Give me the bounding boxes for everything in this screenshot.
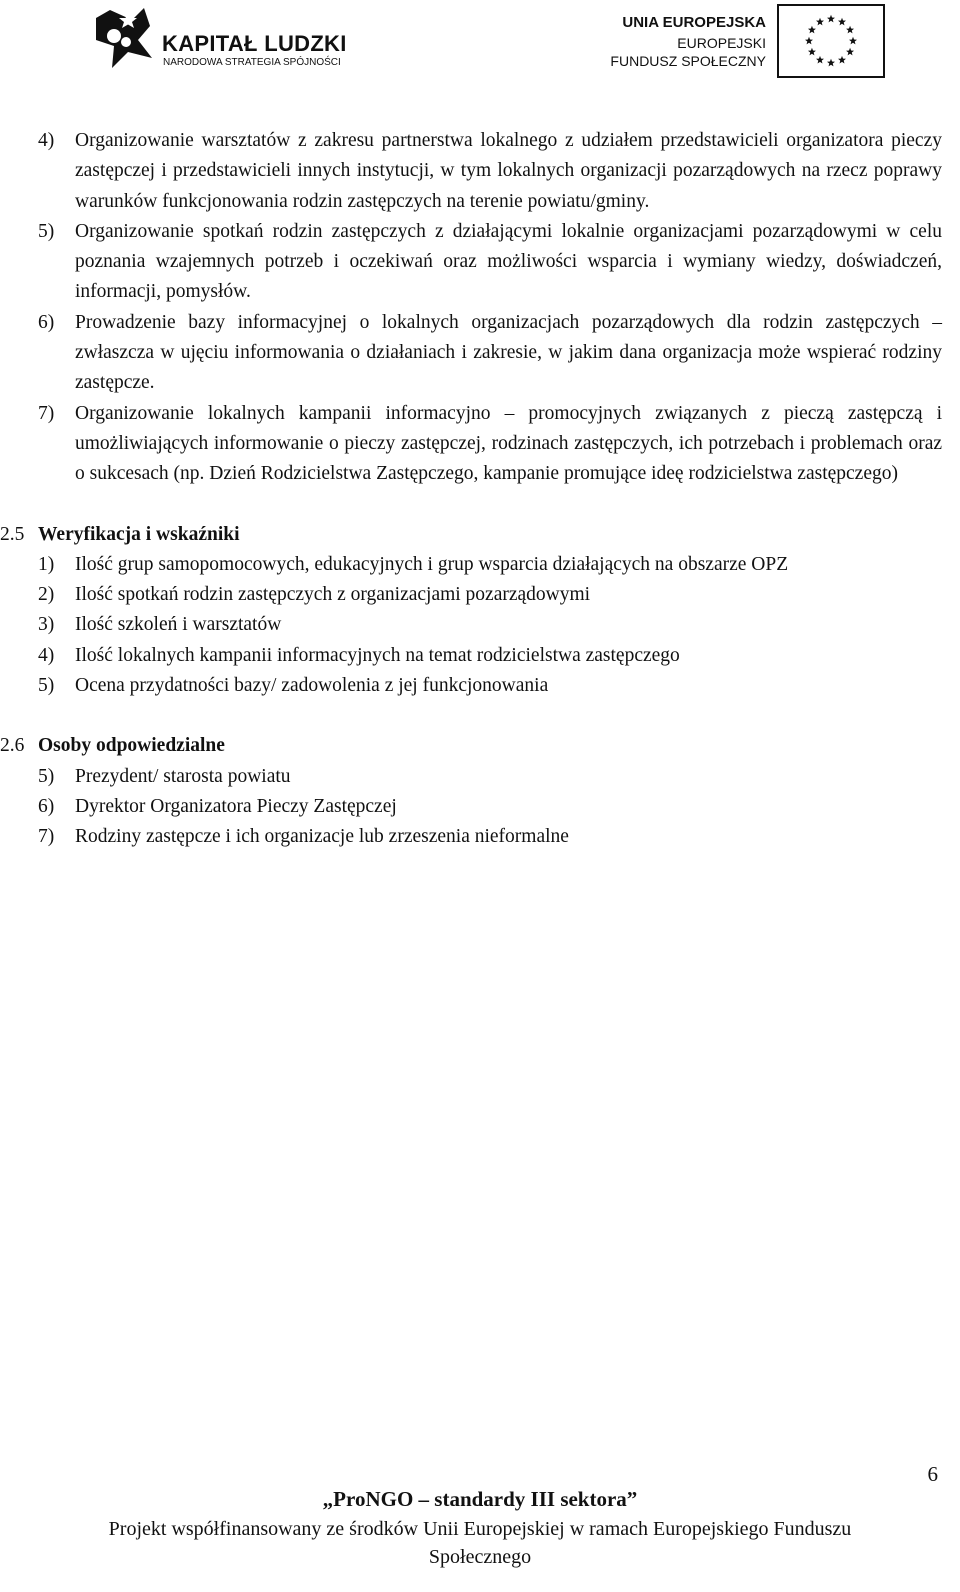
list-item [38, 610, 942, 640]
indicator-list [38, 550, 942, 701]
eu-star-icon [838, 18, 846, 26]
list-item-number: 5) [38, 675, 55, 697]
eu-star-icon [816, 56, 824, 64]
list-item-text: Organizowanie lokalnych kampanii informacyjno – promocyjnych związanych z pieczą zastępczą i umożliwiających informowanie o pieczy zastępczej, rodzinach zastępczych, ich potrzebach i problemach oraz o sukcesach (np. Dzień Rodzicielstwa Zastępczego, kampanie promujące ideę rodzicielstwa zastępczego) [75, 402, 942, 485]
list-item-number: 7) [38, 826, 55, 848]
document-body [0, 126, 942, 853]
logo-name: KAPITAŁ LUDZKI [162, 31, 347, 56]
eu-star-icon [808, 26, 816, 34]
list-item-text: Ocena przydatności bazy/ zadowolenia z jej funkcjonowania [75, 675, 549, 697]
kapital-ludzki-logo [92, 6, 362, 72]
list-item-text: Rodziny zastępcze i ich organizacje lub zrzeszenia nieformalne [75, 826, 569, 848]
list-item-text: Ilość szkoleń i warsztatów [75, 614, 282, 636]
responsible-list [38, 762, 942, 853]
eu-star-icon [846, 26, 854, 34]
list-item [38, 762, 942, 792]
footer-line-1: Projekt współfinansowany ze środków Unii Europejskiej w ramach Europejskiego Funduszu [108, 1518, 852, 1540]
list-item [38, 217, 942, 308]
list-item-number: 5) [38, 765, 55, 787]
list-item-text: Prezydent/ starosta powiatu [75, 765, 291, 787]
list-item-number: 7) [38, 402, 55, 424]
section-verification [0, 520, 942, 702]
eu-star-icon [816, 18, 824, 26]
section-number: 2.6 [0, 735, 25, 757]
section-number: 2.5 [0, 523, 25, 545]
list-item-number: 6) [38, 795, 55, 817]
eu-logo-line1: UNIA EUROPEJSKA [622, 14, 766, 31]
eu-star-icon [846, 48, 854, 56]
list-item [38, 580, 942, 610]
eu-star-icon [808, 48, 816, 56]
eu-star-icon [849, 37, 857, 45]
logo-subtitle: NARODOWA STRATEGIA SPÓJNOŚCI [163, 57, 341, 68]
list-item-text: Organizowanie warsztatów z zakresu partnerstwa lokalnego z udziałem przedstawicieli organizatora pieczy zastępczej i przedstawicieli innych instytucji, w tym lokalnych organizacji pozarządowych na rzecz poprawy warunków funkcjonowania rodzin zastępczych na terenie powiatu/gminy. [75, 130, 942, 212]
section-title: Osoby odpowiedzialne [38, 735, 225, 757]
eu-star-icon [827, 15, 835, 23]
eu-logo-line3: FUNDUSZ SPOŁECZNY [610, 53, 766, 69]
list-item-number: 2) [38, 584, 55, 606]
eu-star-icon [805, 37, 813, 45]
list-item-number: 1) [38, 553, 55, 575]
list-item [38, 126, 942, 217]
eu-logo [600, 4, 890, 80]
footer-funding-note [0, 1515, 960, 1571]
footer-line-2: Społecznego [428, 1546, 532, 1568]
list-item [38, 308, 942, 399]
list-item [38, 671, 942, 701]
list-item-text: Ilość spotkań rodzin zastępczych z organizacjami pozarządowymi [75, 584, 591, 606]
footer-title: „ProNGO – standardy III sektora” [322, 1487, 638, 1511]
list-item [38, 822, 942, 852]
list-item-text: Prowadzenie bazy informacyjnej o lokalnych organizacjach pozarządowych dla rodzin zastępczych – zwłaszcza w ujęciu informowania o działaniach i zakresie, w jakim dana organizacja może wspierać rodziny zastępcze. [75, 311, 942, 394]
list-item-text: Organizowanie spotkań rodzin zastępczych z działającymi lokalnie organizacjami pozarządowymi w celu poznania wzajemnych potrzeb i oczekiwań oraz możliwości wsparcia i wymiany wiedzy, doświadczeń, informacji, pomysłów. [75, 220, 942, 303]
list-item [38, 550, 942, 580]
page-number: 6 [927, 1462, 938, 1486]
eu-logo-line2: EUROPEJSKI [677, 35, 766, 51]
list-item-text: Ilość grup samopomocowych, edukacyjnych i grup wsparcia działających na obszarze OPZ [75, 553, 789, 575]
list-item-text: Ilość lokalnych kampanii informacyjnych na temat rodzicielstwa zastępczego [75, 644, 680, 666]
list-item-number: 6) [38, 311, 55, 333]
list-item-number: 4) [38, 644, 55, 666]
list-item [38, 792, 942, 822]
eu-flag-icon [777, 4, 885, 78]
list-item-text: Dyrektor Organizatora Pieczy Zastępczej [75, 795, 397, 817]
eu-star-icon [827, 59, 835, 67]
section-responsible [0, 731, 942, 852]
section-title: Weryfikacja i wskaźniki [38, 523, 240, 545]
list-item [38, 399, 942, 490]
list-item-number: 3) [38, 614, 55, 636]
kapital-ludzki-emblem-icon [92, 6, 158, 72]
tasks-list [38, 126, 942, 490]
list-item-number: 5) [38, 220, 55, 242]
list-item-number: 4) [38, 130, 55, 151]
list-item [38, 641, 942, 671]
eu-star-icon [838, 56, 846, 64]
